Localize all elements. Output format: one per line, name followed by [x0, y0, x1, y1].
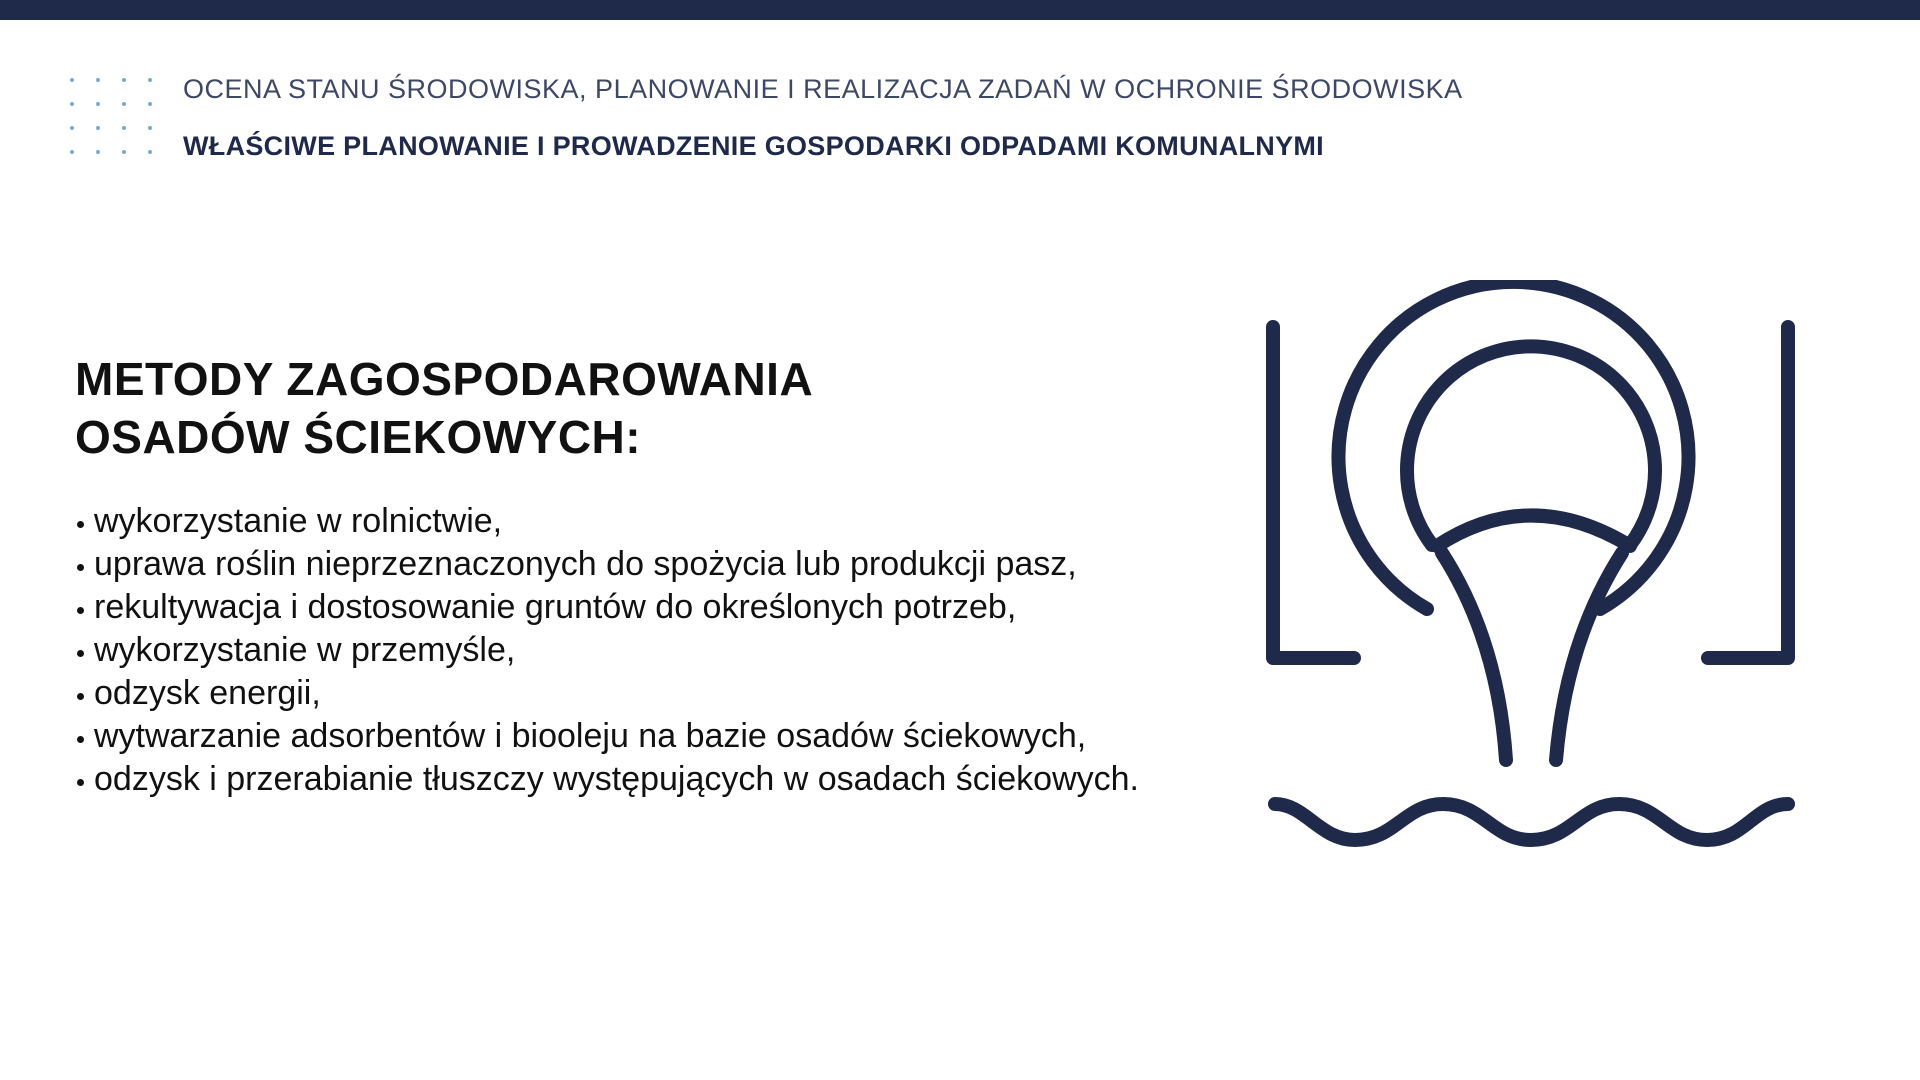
- list-item: uprawa roślin nieprzeznaczonych do spożycia lub produkcji pasz,: [75, 543, 1139, 586]
- list-item: wykorzystanie w rolnictwie,: [75, 500, 1139, 543]
- list-item: odzysk i przerabianie tłuszczy występujących w osadach ściekowych.: [75, 758, 1139, 801]
- top-bar: [0, 0, 1920, 20]
- list-item: rekultywacja i dostosowanie gruntów do określonych potrzeb,: [75, 586, 1139, 629]
- header-section-title: WŁAŚCIWE PLANOWANIE I PROWADZENIE GOSPODARKI ODPADAMI KOMUNALNYMI: [183, 131, 1324, 161]
- sludge-discharge-icon: [1250, 280, 1810, 860]
- list-item: odzysk energii,: [75, 672, 1139, 715]
- list-item: wytwarzanie adsorbentów i biooleju na bazie osadów ściekowych,: [75, 715, 1139, 758]
- page-title-line-2: OSADÓW ŚCIEKOWYCH:: [75, 411, 642, 463]
- dot-grid-decoration: [70, 78, 160, 164]
- methods-list: [75, 500, 1139, 801]
- page-title: [75, 350, 813, 466]
- list-item: wykorzystanie w przemyśle,: [75, 629, 1139, 672]
- page-title-line-1: METODY ZAGOSPODAROWANIA: [75, 353, 814, 405]
- header-subtitle: OCENA STANU ŚRODOWISKA, PLANOWANIE I REALIZACJA ZADAŃ W OCHRONIE ŚRODOWISKA: [183, 74, 1463, 104]
